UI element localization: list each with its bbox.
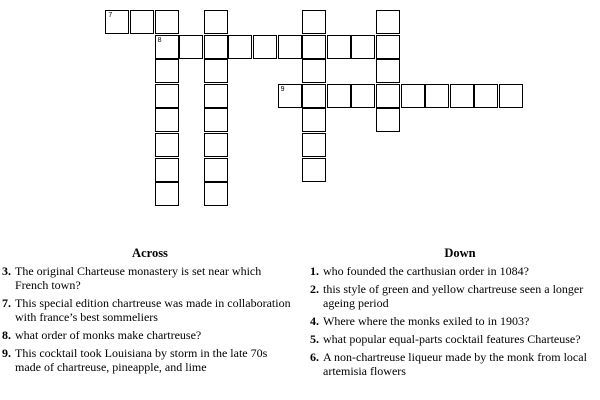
grid-cell[interactable] bbox=[376, 59, 400, 83]
clue-number: 1. bbox=[310, 264, 319, 278]
grid-cell[interactable] bbox=[302, 108, 326, 132]
clue-number: 3. bbox=[2, 264, 11, 278]
clue-number: 9. bbox=[2, 346, 11, 360]
across-heading: Across bbox=[132, 246, 168, 260]
cell-number: 9 bbox=[280, 85, 285, 93]
grid-cell[interactable] bbox=[179, 35, 203, 59]
clue-number: 2. bbox=[310, 282, 319, 296]
grid-cell[interactable] bbox=[302, 59, 326, 83]
grid-cell[interactable] bbox=[155, 10, 179, 34]
across-clue bbox=[2, 328, 294, 342]
clue-number: 8. bbox=[2, 328, 11, 342]
grid-cell[interactable] bbox=[105, 10, 129, 34]
down-clue bbox=[310, 264, 598, 278]
grid-cell[interactable] bbox=[278, 35, 302, 59]
across-clue bbox=[2, 296, 294, 324]
clue-number: 6. bbox=[310, 350, 319, 364]
grid-cell[interactable] bbox=[155, 158, 179, 182]
grid-cell[interactable] bbox=[204, 35, 228, 59]
clue-text: what order of monks make chartreuse? bbox=[15, 328, 202, 342]
grid-cell[interactable] bbox=[204, 108, 228, 132]
grid-cell[interactable] bbox=[155, 84, 179, 108]
grid-cell[interactable] bbox=[302, 158, 326, 182]
clue-text: this style of green and yellow chartreuse seen a longer ageing period bbox=[323, 282, 584, 310]
grid-cell[interactable] bbox=[155, 35, 179, 59]
cell-number: 8 bbox=[157, 36, 162, 44]
grid-cell[interactable] bbox=[204, 59, 228, 83]
clue-text: what popular equal-parts cocktail features Charteuse? bbox=[323, 332, 581, 346]
clue-number: 7. bbox=[2, 296, 11, 310]
grid-cell[interactable] bbox=[474, 84, 498, 108]
grid-cell[interactable] bbox=[278, 84, 302, 108]
grid-cell[interactable] bbox=[499, 84, 523, 108]
clue-text: A non-chartreuse liqueur made by the monk from local artemisia flowers bbox=[323, 350, 587, 378]
clue-text: This cocktail took Louisiana by storm in the late 70s made of chartreuse, pineapple, and lime bbox=[15, 346, 268, 374]
clue-number: 4. bbox=[310, 314, 319, 328]
down-clue-list bbox=[310, 264, 598, 382]
grid-cell[interactable] bbox=[130, 10, 154, 34]
clue-number: 5. bbox=[310, 332, 319, 346]
grid-cell[interactable] bbox=[155, 108, 179, 132]
clue-text: This special edition chartreuse was made in collaboration with france’s best sommeliers bbox=[15, 296, 291, 324]
down-clue bbox=[310, 314, 598, 328]
clue-text: Where where the monks exiled to in 1903? bbox=[323, 314, 530, 328]
across-clue bbox=[2, 346, 294, 374]
grid-cell[interactable] bbox=[204, 158, 228, 182]
down-heading: Down bbox=[444, 246, 476, 260]
grid-cell[interactable] bbox=[327, 84, 351, 108]
grid-cell[interactable] bbox=[302, 133, 326, 157]
grid-cell[interactable] bbox=[204, 10, 228, 34]
grid-cell[interactable] bbox=[302, 35, 326, 59]
grid-cell[interactable] bbox=[253, 35, 277, 59]
down-clue bbox=[310, 350, 598, 378]
grid-cell[interactable] bbox=[155, 182, 179, 206]
grid-cell[interactable] bbox=[450, 84, 474, 108]
down-clue bbox=[310, 332, 598, 346]
grid-cell[interactable] bbox=[204, 133, 228, 157]
across-clue-list bbox=[2, 264, 294, 378]
cell-number: 7 bbox=[108, 12, 113, 19]
clue-text: who founded the carthusian order in 1084? bbox=[323, 264, 529, 278]
grid-cell[interactable] bbox=[302, 84, 326, 108]
grid-cell[interactable] bbox=[204, 182, 228, 206]
grid-cell[interactable] bbox=[401, 84, 425, 108]
grid-cell[interactable] bbox=[302, 10, 326, 34]
grid-cell[interactable] bbox=[376, 108, 400, 132]
across-clue bbox=[2, 264, 294, 292]
clue-text: The original Charteuse monastery is set near which French town? bbox=[15, 264, 262, 292]
grid-cell[interactable] bbox=[155, 133, 179, 157]
grid-cell[interactable] bbox=[155, 59, 179, 83]
grid-cell[interactable] bbox=[228, 35, 252, 59]
grid-cell[interactable] bbox=[327, 35, 351, 59]
grid-cell[interactable] bbox=[351, 35, 375, 59]
grid-cell[interactable] bbox=[376, 10, 400, 34]
grid-cell[interactable] bbox=[376, 84, 400, 108]
down-clue bbox=[310, 282, 598, 310]
grid-cell[interactable] bbox=[204, 84, 228, 108]
grid-cell[interactable] bbox=[376, 35, 400, 59]
grid-cell[interactable] bbox=[425, 84, 449, 108]
grid-cell[interactable] bbox=[351, 84, 375, 108]
